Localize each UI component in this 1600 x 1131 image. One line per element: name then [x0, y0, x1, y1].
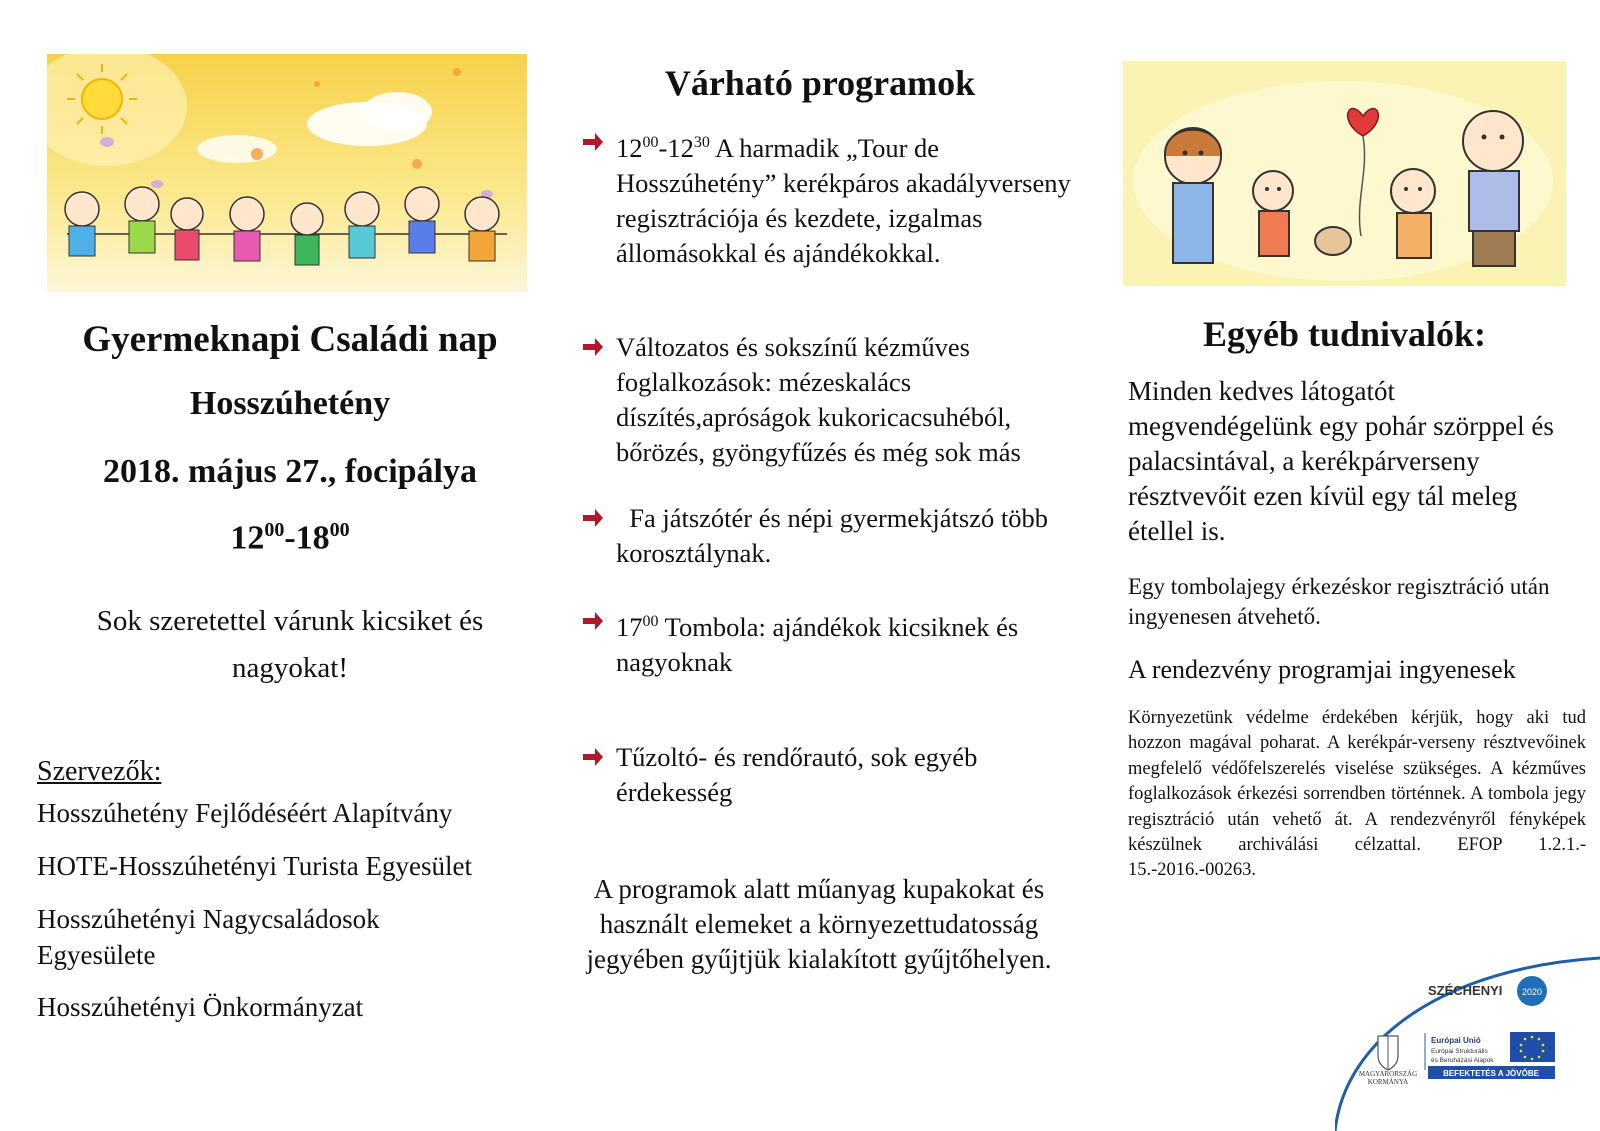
info-raffle: Egy tombolajegy érkezéskor regisztráció után ingyenesen átvehető. [1128, 574, 1550, 629]
children-illustration [47, 54, 527, 292]
hungarian-coat-of-arms-icon [1378, 1036, 1398, 1070]
event-time: $12^{00}-18^{00}$ [230, 519, 350, 557]
recycling-note: A programok alatt műanyag kupakokat és használt elemeket a környezettudatosság jegyében gyűjtjük kialakított gyűjtőhelyen. [586, 874, 1052, 974]
event-date: 2018. május 27., focipálya [103, 453, 477, 490]
info-notes: Környezetünk védelme érdekében kérjük, hogy aki tud hozzon magával poharat. A kerékpár-verseny résztvevőinek megfelelő védőfelszerelés viselése szükséges. A kézműves foglalkozások érkezési sorrendben történnek. A tombola jegy regisztráció után vehető át. A rendezvényről fényképek készülnek archiválási célzattal. EFOP 1.2.1.- 15.-2016.-00263. [1128, 708, 1586, 881]
gov-line1: MAGYARORSZÁG [1358, 1070, 1418, 1078]
info-free-programs: A rendezvény programjai ingyenesek [1128, 655, 1516, 684]
program-item: Tűzoltó- és rendőrautó, sok egyéb érdekesség [585, 740, 1055, 810]
eu-banner: BEFEKTETÉS A JÖVŐBE [1443, 1069, 1539, 1078]
arrow-bullet-icon [583, 338, 603, 360]
arrow-bullet-icon [583, 509, 603, 531]
program-item: $12^{00}-12^{30}$ A harmadik „Tour de Hosszúhetény” kerékpáros akadályverseny regisztrációja és kezdete, izgalmas állomásokkal és ajándékokkal. [585, 125, 1085, 271]
organizer-item: HOTE-Hosszúhetényi Turista Egyesület [37, 851, 472, 881]
eu-line1: Európai Unió [1431, 1036, 1481, 1045]
arrow-bullet-icon [583, 748, 603, 770]
gov-line2: KORMÁNYA [1367, 1078, 1409, 1086]
program-item: Fa játszótér és népi gyermekjátszó több korosztálynak. [585, 501, 1085, 571]
info-title: Egyéb tudnivalók: [1202, 314, 1487, 354]
eu-line3: és Beruházási Alapok [1431, 1057, 1494, 1064]
event-title: Gyermeknapi Családi nap [82, 319, 498, 360]
program-item: $17^{00}$ Tombola: ajándékok kicsiknek és nagyoknak [585, 604, 1085, 680]
program-item: Változatos és sokszínű kézműves foglalkozások: mézeskalács díszítés,apróságok kukoricacsuhéból, bőrözés, gyöngyfűzés és még sok más [585, 330, 1075, 470]
szechenyi-eu-logo [1335, 948, 1600, 1131]
arrow-bullet-icon [583, 612, 603, 634]
szechenyi-year: 2020 [1521, 987, 1543, 997]
organizer-item: Hosszúhetény Fejlődéséért Alapítvány [37, 798, 453, 828]
organizers-heading: Szervezők: [37, 756, 162, 787]
programs-title: Várható programok [664, 63, 976, 103]
organizer-item: Hosszúhetényi Önkormányzat [37, 992, 364, 1022]
info-refreshments: Minden kedves látogatót megvendégelünk egy pohár szörppel és palacsintával, a kerékpárverseny résztvevőit ezen kívül egy tál meleg étellel is. [1128, 376, 1554, 546]
welcome-text: Sok szeretettel várunk kicsiket és nagyokat! [96, 605, 484, 684]
szechenyi-text: SZÉCHENYI [1428, 983, 1503, 998]
arrow-bullet-icon [583, 133, 603, 155]
family-illustration [1123, 61, 1566, 286]
event-place: Hosszúhetény [189, 385, 391, 422]
organizer-item: Hosszúhetényi Nagycsaládosok Egyesülete [37, 904, 380, 970]
eu-line2: Európai Strukturális [1431, 1048, 1488, 1055]
